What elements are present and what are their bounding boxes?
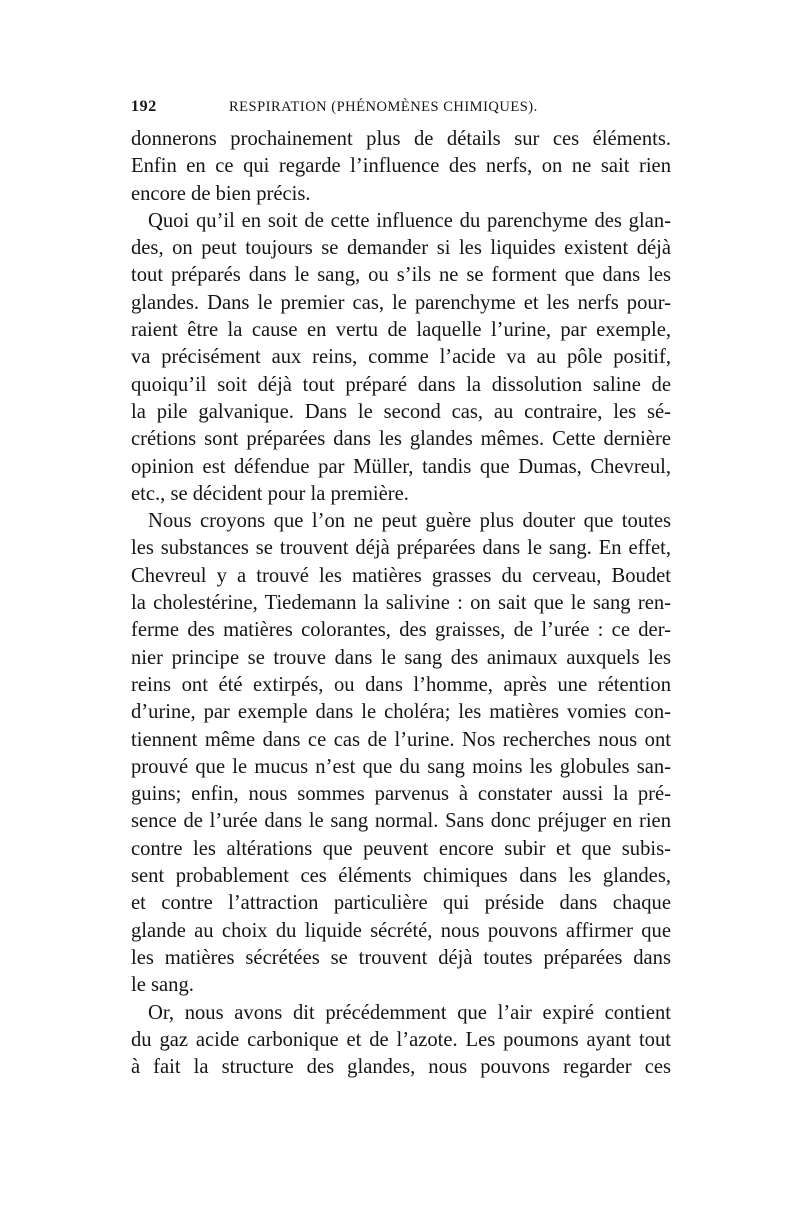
text-line: du gaz acide carbonique et de l’azote. Les poumons ayant tout <box>131 1028 671 1051</box>
text-line: guins; enfin, nous sommes parvenus à constater aussi la pré- <box>131 783 671 806</box>
paragraph-first-line: Quoi qu’il en soit de cette influence du parenchyme des glan- <box>148 209 671 232</box>
text-line: des, on peut toujours se demander si les liquides existent déjà <box>131 237 671 260</box>
text-line: sence de l’urée dans le sang normal. Sans donc préjuger en rien <box>131 810 671 833</box>
text-line: la pile galvanique. Dans le second cas, au contraire, les sé- <box>131 400 671 423</box>
text-line: quoiqu’il soit déjà tout préparé dans la dissolution saline de <box>131 373 671 396</box>
page-number: 192 <box>131 98 157 115</box>
text-line: reins ont été extirpés, ou dans l’homme, après une rétention <box>131 673 671 696</box>
text-line: tiennent même dans ce cas de l’urine. Nos recherches nous ont <box>131 728 671 751</box>
text-line: la cholestérine, Tiedemann la salivine : on sait que le sang ren- <box>131 592 671 615</box>
text-line: ferme des matières colorantes, des graisses, de l’urée : ce der- <box>131 619 671 642</box>
text-line: donnerons prochainement plus de détails sur ces éléments. <box>131 128 671 150</box>
text-line: Enfin en ce qui regarde l’influence des nerfs, on ne sait rien <box>131 155 671 178</box>
text-line: d’urine, par exemple dans le choléra; les matières vomies con- <box>131 701 671 724</box>
text-line: Chevreul y a trouvé les matières grasses du cerveau, Boudet <box>131 564 671 587</box>
paragraph-first-line: Nous croyons que l’on ne peut guère plus douter que toutes <box>148 510 671 533</box>
text-line: et contre l’attraction particulière qui préside dans chaque <box>131 892 671 915</box>
text-line: va précisément aux reins, comme l’acide va au pôle positif, <box>131 346 671 369</box>
body-text <box>131 126 671 1081</box>
running-title: RESPIRATION (PHÉNOMÈNES CHIMIQUES). <box>229 99 538 115</box>
text-line: etc., se décident pour la première. <box>131 482 409 505</box>
text-line: encore de bien précis. <box>131 182 311 205</box>
text-line: prouvé que le mucus n’est que du sang moins les globules san- <box>131 755 671 778</box>
text-line: nier principe se trouve dans le sang des animaux auxquels les <box>131 646 671 669</box>
text-line: opinion est défendue par Müller, tandis que Dumas, Chevreul, <box>131 455 671 478</box>
book-page <box>131 96 671 1081</box>
text-line: sent probablement ces éléments chimiques dans les glandes, <box>131 865 671 888</box>
text-line: tout préparés dans le sang, ou s’ils ne se forment que dans les <box>131 264 671 287</box>
text-line: les matières sécrétées se trouvent déjà toutes préparées dans <box>131 946 671 969</box>
text-line: le sang. <box>131 974 194 997</box>
text-line: contre les altérations que peuvent encore subir et que subis- <box>131 837 671 860</box>
text-line: les substances se trouvent déjà préparées dans le sang. En effet, <box>131 537 671 560</box>
text-line: glande au choix du liquide sécrété, nous pouvons affirmer que <box>131 919 671 942</box>
text-line: glandes. Dans le premier cas, le parenchyme et les nerfs pour- <box>131 291 671 314</box>
text-line: crétions sont préparées dans les glandes mêmes. Cette dernière <box>131 428 671 451</box>
text-line: à fait la structure des glandes, nous pouvons regarder ces <box>131 1056 671 1079</box>
text-line: raient être la cause en vertu de laquelle l’urine, par exemple, <box>131 319 671 342</box>
running-head <box>131 96 671 124</box>
paragraph-first-line: Or, nous avons dit précédemment que l’air expiré contient <box>148 1001 671 1024</box>
